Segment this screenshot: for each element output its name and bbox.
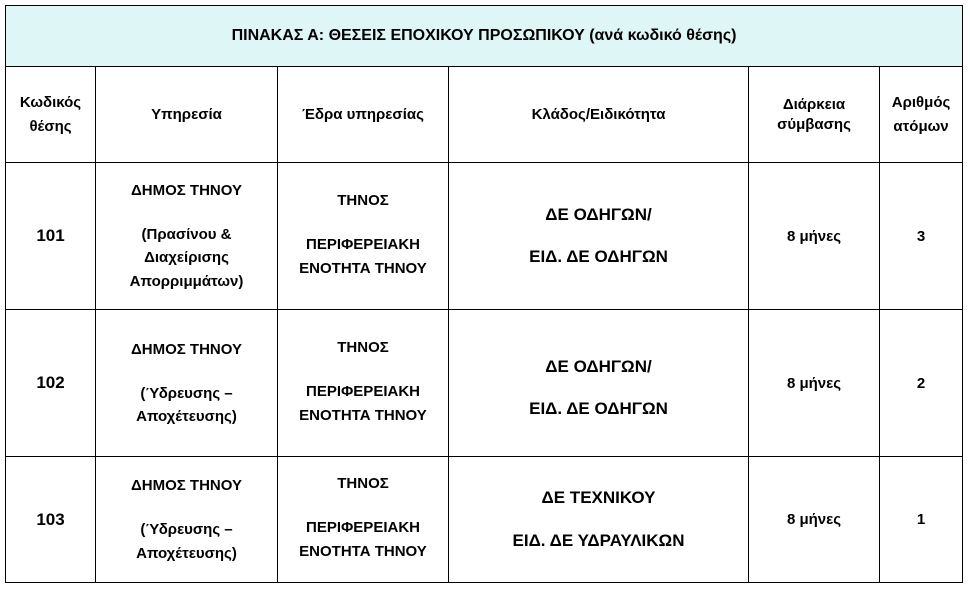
branch-cell — [449, 310, 749, 457]
branch-cell — [449, 163, 749, 310]
seat-city: ΤΗΝΟΣ — [337, 475, 389, 492]
header-service — [96, 67, 278, 163]
service-sub-1: (Πρασίνου & — [141, 226, 232, 244]
service-sub-2: Αποχέτευσης) — [136, 408, 237, 425]
table-row — [6, 457, 963, 583]
header-duration-line2: σύμβασης — [777, 115, 851, 133]
branch-line-2: ΕΙΔ. ΔΕ ΥΔΡΑΥΛΙΚΩΝ — [512, 530, 685, 550]
table-title — [6, 6, 963, 67]
header-duration-line1: Διάρκεια — [782, 96, 846, 113]
duration-cell: 8 μήνες — [749, 310, 880, 457]
service-cell — [96, 163, 278, 310]
seat-city: ΤΗΝΟΣ — [337, 338, 389, 356]
seat-region-2: ΕΝΟΤΗΤΑ ΤΗΝΟΥ — [299, 259, 427, 277]
count-cell: 1 — [880, 457, 963, 583]
seat-city: ΤΗΝΟΣ — [337, 191, 389, 209]
service-sub-2: Αποχέτευσης) — [136, 544, 237, 562]
header-count-line2: ατόμων — [893, 117, 949, 135]
header-count — [880, 67, 963, 163]
header-seat — [278, 67, 449, 163]
table-title-text: ΠΙΝΑΚΑΣ Α: ΘΕΣΕΙΣ ΕΠΟΧΙΚΟΥ ΠΡΟΣΩΠΙΚΟΥ — [231, 27, 585, 44]
service-sub-1: (Ύδρευσης – — [140, 521, 233, 539]
service-name: ΔΗΜΟΣ ΤΗΝΟΥ — [130, 182, 243, 200]
branch-line-2: ΕΙΔ. ΔΕ ΟΔΗΓΩΝ — [529, 399, 668, 418]
title-row — [6, 6, 963, 67]
header-seat-label: Έδρα υπηρεσίας — [302, 105, 424, 123]
seat-region-1: ΠΕΡΙΦΕΡΕΙΑΚΗ — [305, 382, 420, 400]
positions-table — [5, 5, 963, 583]
header-branch — [449, 67, 749, 163]
service-cell — [96, 310, 278, 457]
seat-region-2: ΕΝΟΤΗΤΑ ΤΗΝΟΥ — [299, 543, 427, 560]
duration-cell: 8 μήνες — [749, 163, 880, 310]
service-cell — [96, 457, 278, 583]
table-row — [6, 163, 963, 310]
branch-cell — [449, 457, 749, 583]
header-code — [6, 67, 96, 163]
header-service-label: Υπηρεσία — [151, 105, 222, 123]
service-sub-3: Απορριμμάτων) — [129, 272, 244, 290]
branch-line-1: ΔΕ ΟΔΗΓΩΝ/ — [545, 204, 652, 224]
header-count-line1: Αριθμός — [891, 93, 951, 111]
position-code: 101 — [6, 163, 96, 310]
service-name: ΔΗΜΟΣ ΤΗΝΟΥ — [130, 340, 243, 358]
header-duration — [749, 67, 880, 163]
service-name: ΔΗΜΟΣ ΤΗΝΟΥ — [130, 477, 243, 495]
seat-cell — [278, 310, 449, 457]
service-sub-2: Διαχείρισης — [144, 249, 229, 267]
table-title-paren: (ανά κωδικό θέσης) — [589, 27, 737, 44]
count-cell: 3 — [880, 163, 963, 310]
seat-region-2: ΕΝΟΤΗΤΑ ΤΗΝΟΥ — [299, 406, 427, 424]
duration-cell: 8 μήνες — [749, 457, 880, 583]
seat-region-1: ΠΕΡΙΦΕΡΕΙΑΚΗ — [305, 519, 420, 536]
branch-line-2: ΕΙΔ. ΔΕ ΟΔΗΓΩΝ — [529, 247, 668, 266]
service-sub-1: (Ύδρευσης – — [140, 384, 233, 402]
seat-cell — [278, 457, 449, 583]
seat-region-1: ΠΕΡΙΦΕΡΕΙΑΚΗ — [305, 235, 420, 253]
branch-line-1: ΔΕ ΟΔΗΓΩΝ/ — [545, 356, 652, 376]
position-code: 102 — [6, 310, 96, 457]
header-code-line2: θέσης — [29, 117, 72, 135]
count-cell: 2 — [880, 310, 963, 457]
header-branch-label: Κλάδος/Ειδικότητα — [531, 105, 666, 123]
table-row — [6, 310, 963, 457]
position-code: 103 — [6, 457, 96, 583]
branch-line-1: ΔΕ ΤΕΧΝΙΚΟΥ — [541, 488, 656, 508]
header-row — [6, 67, 963, 163]
header-code-line1: Κωδικός — [19, 93, 82, 111]
seat-cell — [278, 163, 449, 310]
